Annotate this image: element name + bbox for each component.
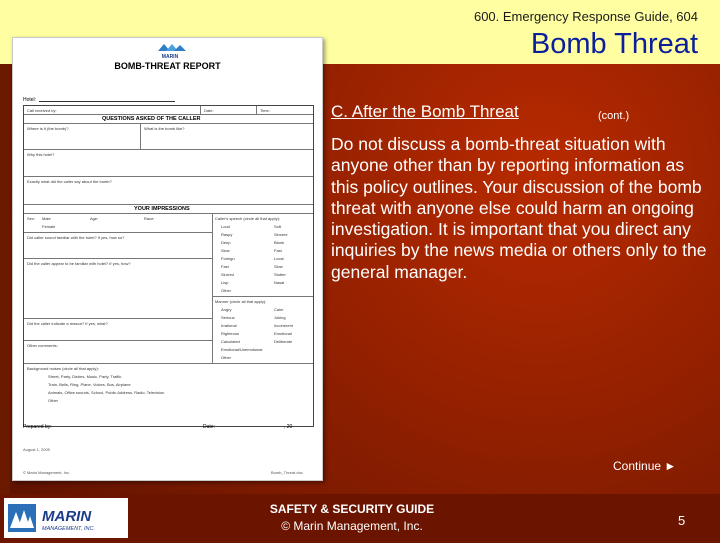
divider (24, 114, 313, 115)
bomb-threat-report-image (12, 37, 323, 481)
divider (24, 340, 212, 341)
section-cont-label: (cont.) (598, 110, 630, 122)
footer-logo (4, 498, 128, 538)
manner-option: Emotional/Unemotional (221, 347, 263, 352)
manner-option: Calculated (221, 339, 240, 344)
hotel-line (39, 101, 175, 102)
speech-option: Deep (221, 240, 231, 245)
speech-option: Lisp (221, 280, 229, 285)
manner-option: Incoherent (274, 323, 293, 328)
speech-option: Nasal (274, 280, 285, 285)
manner-header-label: Manner (circle all that apply): (215, 299, 267, 304)
doc-copyright: © Marin Management, Inc. (23, 470, 71, 475)
where-bomb-label: Where is it (the bomb)? (27, 126, 69, 131)
speech-option: Stutter (274, 272, 286, 277)
divider (24, 318, 212, 319)
manner-option: Calm (274, 307, 284, 312)
exact-words-label: Exactly what did the caller say about the bomb? (27, 179, 112, 184)
doc-date-label: Date: (203, 424, 215, 430)
divider (212, 213, 213, 363)
call-received-label: Call received by: (27, 108, 57, 113)
indicate-reason-label: Did the caller indicate a reason? If yes, what? (27, 321, 108, 326)
doc-filename: Bomb_Threat.doc (271, 470, 303, 475)
divider (140, 123, 141, 149)
body-paragraph: Do not discuss a bomb-threat situation with anyone other than by reporting information as this policy outlines. Your discussion of the bomb threat with anyone else could harm an ongoing investigation. It is important that you direct any inquiries by the news media or others only to the general manager. (331, 134, 707, 282)
race-label: Race: (144, 216, 155, 221)
noise-line: Street, Party, Dishes, Music, Party, Traffic (48, 374, 122, 379)
noise-line: Animals, Office sounds, School, Public Address, Radio, Television (48, 390, 165, 395)
doc-date-year: , 20 (284, 424, 293, 430)
doc-logo-text: MARIN (161, 54, 179, 60)
marin-logo-icon (152, 42, 188, 60)
divider (24, 204, 313, 205)
noise-line: Train, Bells, Ring, Plane, Voices, Bus, Airplane (48, 382, 131, 387)
page-number: 5 (678, 513, 686, 528)
marin-management-logo-icon (4, 498, 128, 538)
noise-line: Other (48, 398, 59, 403)
speech-option: Other (221, 288, 232, 293)
speech-option: Sincere (274, 232, 288, 237)
speech-option: Fast (274, 248, 282, 253)
speech-option: Foreign (221, 256, 235, 261)
footer-logo-text: MARIN (42, 508, 92, 525)
sex-label: Sex: (27, 216, 36, 221)
speech-option: Blank (274, 240, 285, 245)
divider (24, 232, 212, 233)
divider (24, 213, 313, 214)
continue-link[interactable]: Continue ► (613, 459, 677, 473)
manner-option: Serious (221, 315, 235, 320)
divider (24, 363, 313, 364)
manner-option: Emotional (274, 331, 292, 336)
hotel-label: Hotel: (23, 97, 37, 103)
female-option: Female (42, 224, 56, 229)
what-bomb-label: What is the bomb like? (144, 126, 185, 131)
manner-option: Other (221, 355, 232, 360)
male-option: Male (42, 216, 51, 221)
sound-familiar-label: Did caller sound familiar with the hotel? If yes, how so? (27, 235, 125, 240)
time-field-label: Time: (260, 108, 270, 113)
age-label: Age: (90, 216, 99, 221)
speech-header-label: Caller's speech (circle all that apply): (215, 216, 281, 221)
page-title: Bomb Threat (530, 28, 698, 60)
left-edge-bar (0, 64, 10, 540)
background-noises-label: Background noises (circle all that apply): (27, 366, 99, 371)
date-field-label: Date: (204, 108, 214, 113)
report-heading: BOMB-THREAT REPORT (114, 61, 221, 71)
report-form (23, 105, 314, 427)
questions-section-header: QUESTIONS ASKED OF THE CALLER (102, 116, 201, 122)
divider (212, 296, 313, 297)
footer-logo-subtext: MANAGEMENT, INC. (42, 526, 95, 532)
footer-guide-title: SAFETY & SECURITY GUIDE (269, 502, 435, 516)
speech-option: Slow (274, 264, 283, 269)
divider (256, 106, 257, 114)
speech-option: Slurred (221, 272, 234, 277)
other-comments-label: Other comments: (27, 343, 58, 348)
footer-copyright: © Marin Management, Inc. (281, 519, 423, 533)
speech-option: Fast (221, 264, 229, 269)
divider (24, 176, 313, 177)
manner-option: Deliberate (274, 339, 293, 344)
doc-revision-date: August 1, 2005 (23, 447, 50, 452)
prepared-by-label: Prepared by: (23, 424, 52, 430)
section-heading: C. After the Bomb Threat (331, 102, 519, 121)
divider (24, 123, 313, 124)
speech-option: Soft (274, 224, 282, 229)
manner-option: Joking (274, 315, 286, 320)
know-hotel-label: Did the caller appear to be familiar with hotel? If yes, how? (27, 261, 131, 266)
impressions-section-header: YOUR IMPRESSIONS (134, 206, 190, 212)
divider (200, 106, 201, 114)
speech-option: Loud (221, 224, 230, 229)
divider (24, 258, 212, 259)
speech-option: Slow (221, 248, 230, 253)
divider (24, 149, 313, 150)
speech-option: Local (274, 256, 284, 261)
why-hotel-label: Why this hotel? (27, 152, 55, 157)
speech-option: Raspy (221, 232, 233, 237)
manner-option: Righteous (221, 331, 240, 336)
manner-option: Irrational (221, 323, 237, 328)
manner-option: Angry (221, 307, 232, 312)
guide-subtitle: 600. Emergency Response Guide, 604 (473, 9, 698, 24)
